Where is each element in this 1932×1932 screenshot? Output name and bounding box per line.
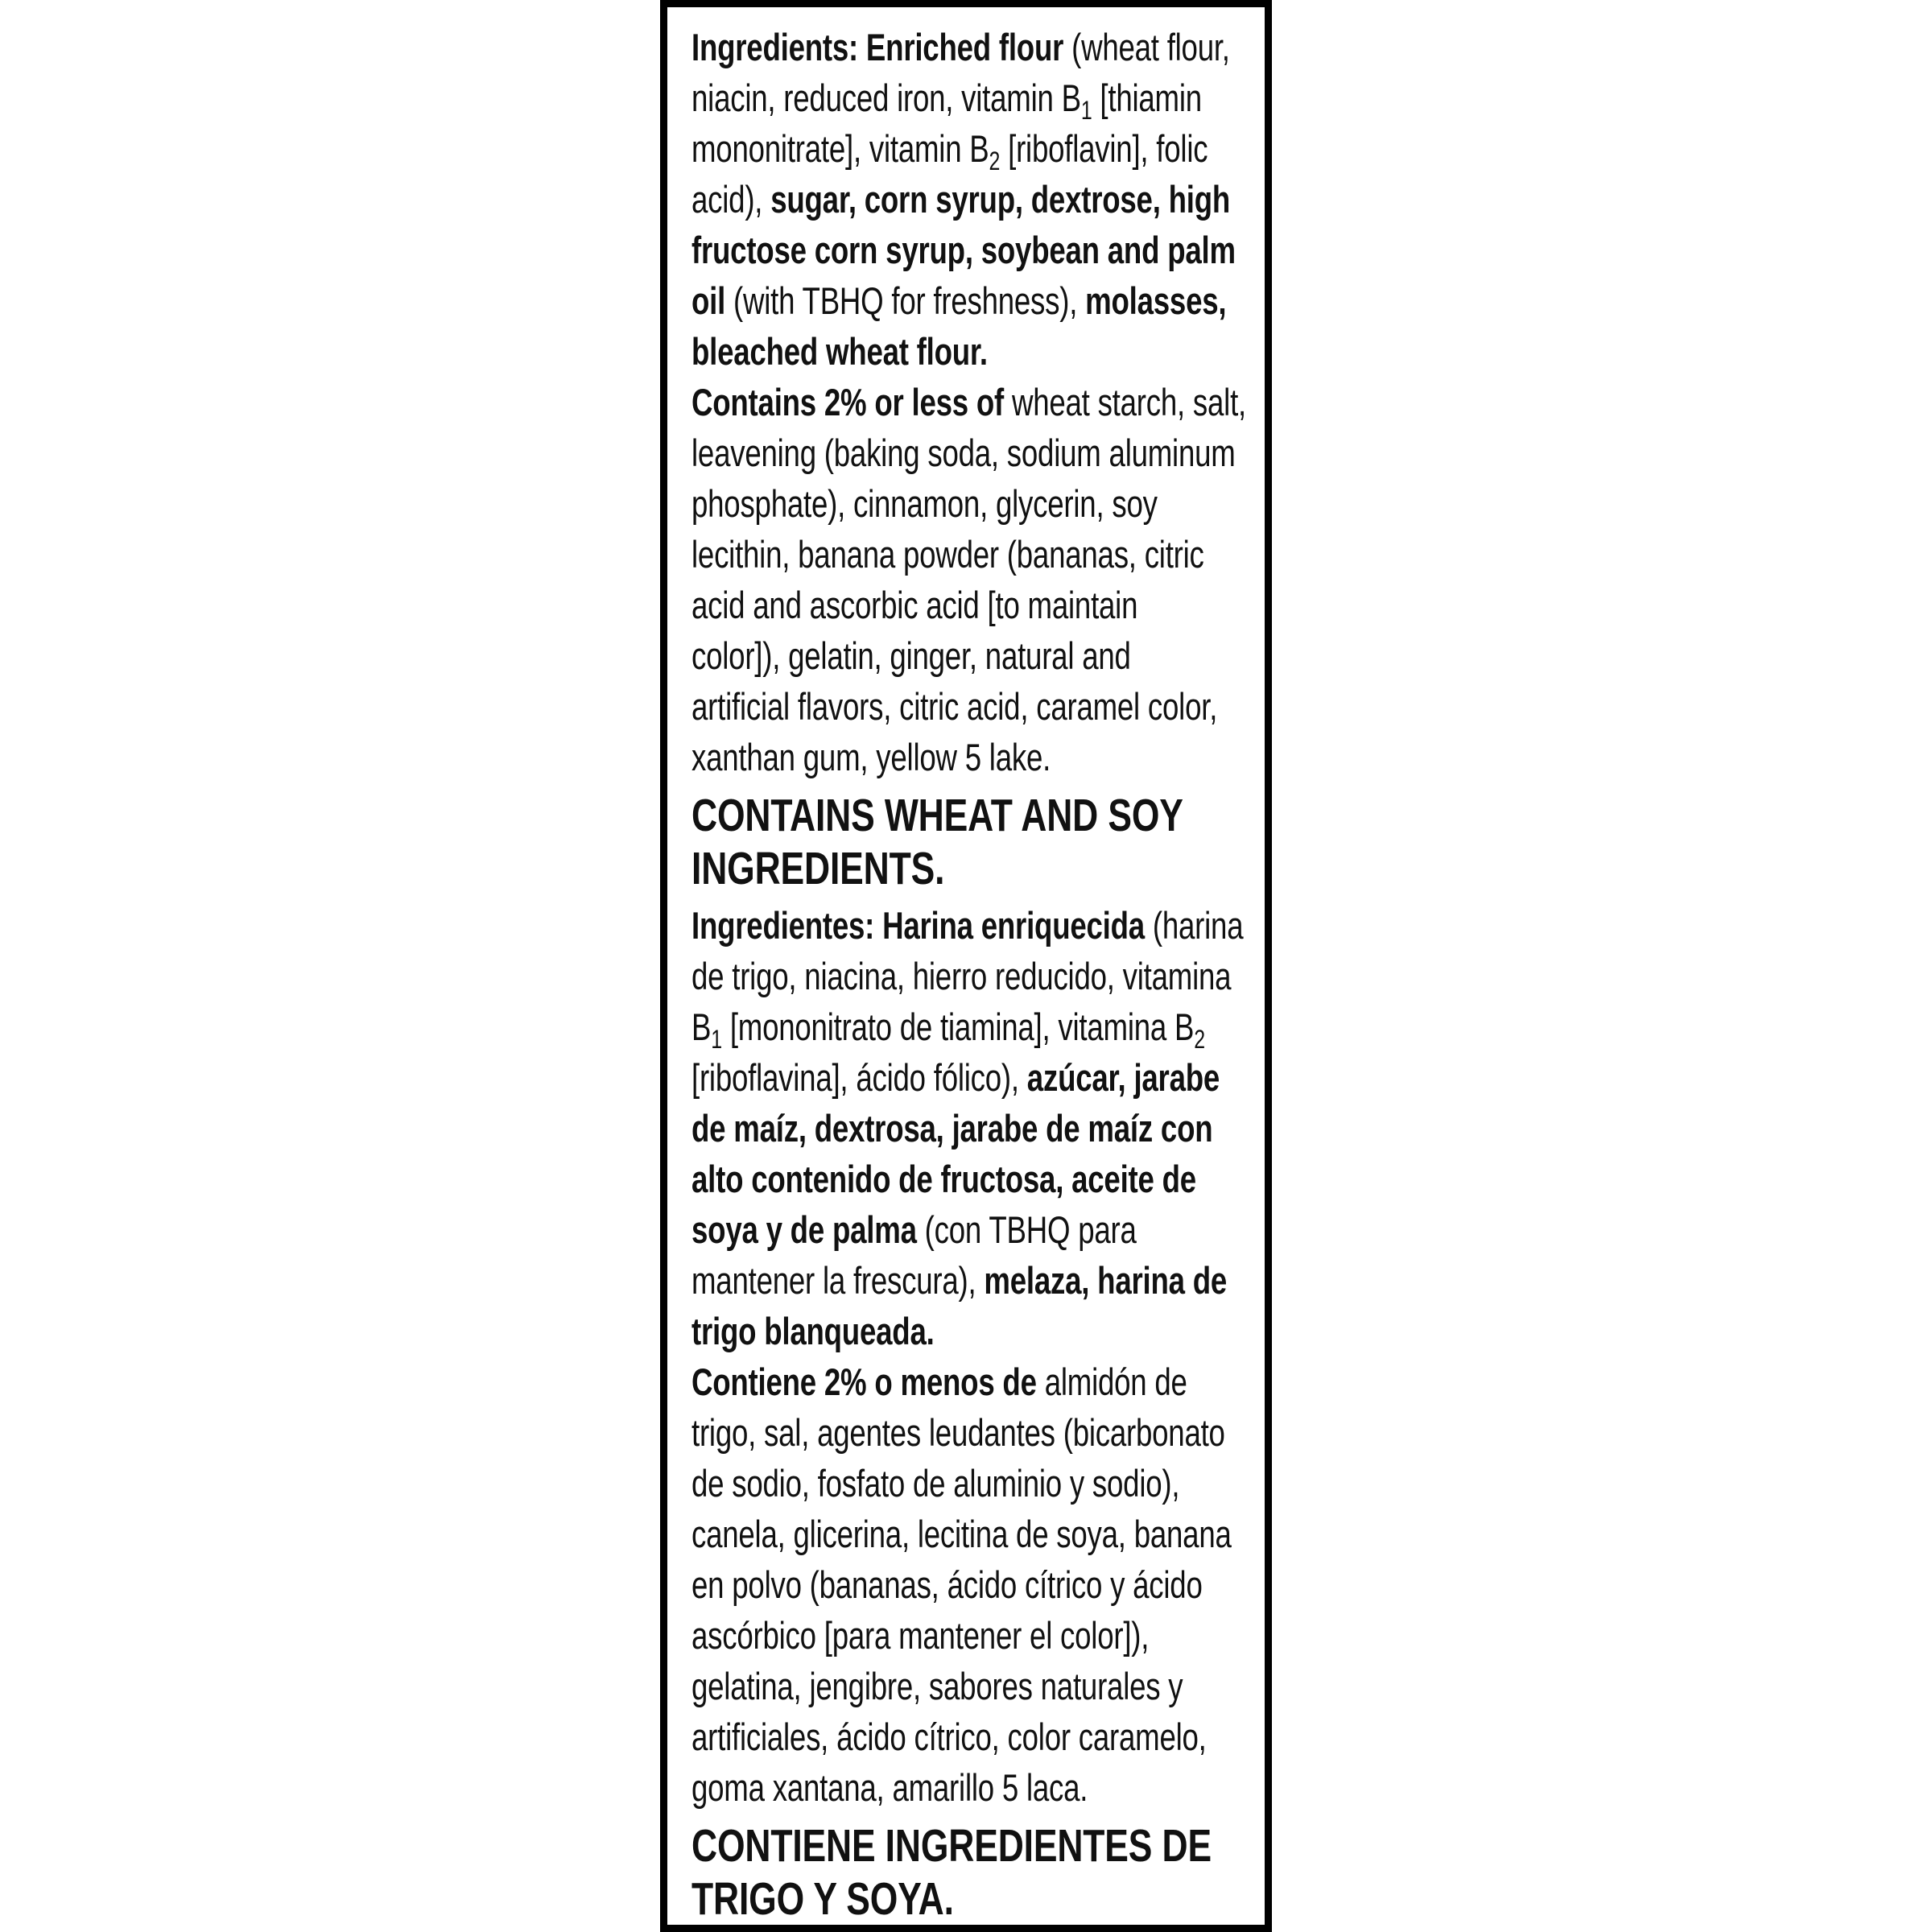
text-line — [691, 377, 1255, 427]
text-segment: [mononitrato de tiamina], vitamina B — [721, 1005, 1195, 1048]
text-segment: de trigo, niacina, hierro reducido, vitamina — [691, 955, 1232, 997]
text-line — [691, 1711, 1255, 1762]
allergen-line: TRIGO Y SOYA. — [691, 1873, 954, 1925]
spanish-contains-paragraph — [691, 1356, 1255, 1813]
text-segment: xanthan gum, yellow 5 lake. — [691, 736, 1051, 778]
bold-text: Ingredients: Enriched flour — [691, 26, 1072, 68]
text-line — [691, 900, 1255, 951]
text-segment: almidón de — [1044, 1360, 1187, 1403]
text-segment: (with TBHQ for freshness), — [733, 279, 1086, 322]
allergen-line: INGREDIENTS. — [691, 843, 945, 894]
subscript-text: 1 — [711, 1025, 722, 1054]
spanish-allergen-statement — [691, 1819, 1255, 1926]
text-line — [691, 1154, 1255, 1204]
allergen-line: CONTIENE INGREDIENTES DE — [691, 1820, 1212, 1872]
english-ingredients-paragraph — [691, 22, 1255, 377]
bold-text: alto contenido de fructosa, aceite de — [691, 1158, 1196, 1200]
text-segment: en polvo (bananas, ácido cítrico y ácido — [691, 1563, 1203, 1606]
bold-text: soya y de palma — [691, 1208, 925, 1251]
text-line — [691, 1762, 1255, 1813]
text-line — [691, 174, 1255, 225]
text-segment: B — [691, 1005, 712, 1048]
subscript-text: 2 — [989, 147, 1001, 175]
text-line — [691, 1661, 1255, 1711]
text-segment: acid and ascorbic acid [to maintain — [691, 584, 1138, 626]
text-line — [691, 1255, 1255, 1306]
text-line — [691, 1204, 1255, 1255]
text-segment: (con TBHQ para — [924, 1208, 1137, 1251]
text-line — [691, 1306, 1255, 1356]
english-allergen-statement — [691, 789, 1255, 895]
text-segment: artificial flavors, citric acid, caramel color, — [691, 685, 1218, 728]
english-contains-paragraph — [691, 377, 1255, 782]
text-segment: color]), gelatin, ginger, natural and — [691, 634, 1131, 677]
text-segment: canela, glicerina, lecitina de soya, banana — [691, 1513, 1232, 1555]
text-line — [691, 225, 1255, 275]
bold-text: Ingredientes: Harina enriquecida — [691, 904, 1153, 947]
ingredient-label-panel — [660, 0, 1272, 1932]
text-line — [691, 732, 1255, 782]
bold-text: trigo blanqueada. — [691, 1310, 935, 1352]
bold-text: bleached wheat flour. — [691, 330, 988, 373]
text-segment: phosphate), cinnamon, glycerin, soy — [691, 482, 1158, 525]
text-line — [691, 1407, 1255, 1458]
text-line — [691, 22, 1255, 72]
text-line — [691, 1509, 1255, 1559]
bold-text: molasses, — [1085, 279, 1227, 322]
text-segment: leavening (baking soda, sodium aluminum — [691, 431, 1236, 474]
text-segment: wheat starch, salt, — [1011, 381, 1246, 423]
allergen-line: CONTAINS WHEAT AND SOY — [691, 790, 1183, 841]
text-segment: artificiales, ácido cítrico, color caramelo, — [691, 1715, 1207, 1758]
text-line — [691, 326, 1255, 377]
bold-text: oil — [691, 279, 734, 322]
text-segment: acid), — [691, 178, 771, 221]
bold-text: melaza, harina de — [984, 1259, 1228, 1302]
text-line — [691, 681, 1255, 732]
text-line — [691, 1559, 1255, 1610]
text-segment: [riboflavina], ácido fólico), — [691, 1056, 1027, 1099]
bold-text: azúcar, jarabe — [1026, 1056, 1220, 1099]
text-segment: lecithin, banana powder (bananas, citric — [691, 533, 1204, 576]
text-line — [691, 1052, 1255, 1103]
text-segment: mantener la frescura), — [691, 1259, 985, 1302]
text-segment: [thiamin — [1092, 76, 1202, 119]
text-line — [691, 427, 1255, 478]
text-line — [691, 951, 1255, 1001]
text-segment: ascórbico [para mantener el color]), — [691, 1614, 1150, 1657]
text-segment: niacin, reduced iron, vitamin B — [691, 76, 1081, 119]
text-line — [691, 1356, 1255, 1407]
bold-text: sugar, corn syrup, dextrose, high — [770, 178, 1231, 221]
text-line — [691, 529, 1255, 580]
text-segment: mononitrate], vitamin B — [691, 127, 989, 170]
text-segment: (harina — [1152, 904, 1244, 947]
bold-text: de maíz, dextrosa, jarabe de maíz con — [691, 1107, 1213, 1150]
bold-text: Contiene 2% o menos de — [691, 1360, 1045, 1403]
text-segment: goma xantana, amarillo 5 laca. — [691, 1766, 1088, 1809]
text-line — [691, 1001, 1255, 1052]
text-line — [691, 1610, 1255, 1661]
text-segment: trigo, sal, agentes leudantes (bicarbonato — [691, 1411, 1225, 1454]
text-segment: gelatina, jengibre, sabores naturales y — [691, 1665, 1183, 1707]
bold-text: fructose corn syrup, soybean and palm — [691, 229, 1236, 271]
text-segment: de sodio, fosfato de aluminio y sodio), — [691, 1462, 1180, 1505]
text-line — [691, 72, 1255, 123]
subscript-text: 1 — [1080, 96, 1092, 125]
text-line — [691, 1458, 1255, 1509]
text-line — [691, 478, 1255, 529]
text-line — [691, 630, 1255, 681]
text-line — [691, 1103, 1255, 1154]
bold-text: Contains 2% or less of — [691, 381, 1012, 423]
text-line — [691, 275, 1255, 326]
text-line — [691, 123, 1255, 174]
text-segment: (wheat flour, — [1071, 26, 1230, 68]
text-line — [691, 580, 1255, 630]
subscript-text: 2 — [1194, 1025, 1205, 1054]
spanish-ingredients-paragraph — [691, 900, 1255, 1356]
text-segment: [riboflavin], folic — [1000, 127, 1208, 170]
label-text-block — [691, 22, 1255, 1930]
